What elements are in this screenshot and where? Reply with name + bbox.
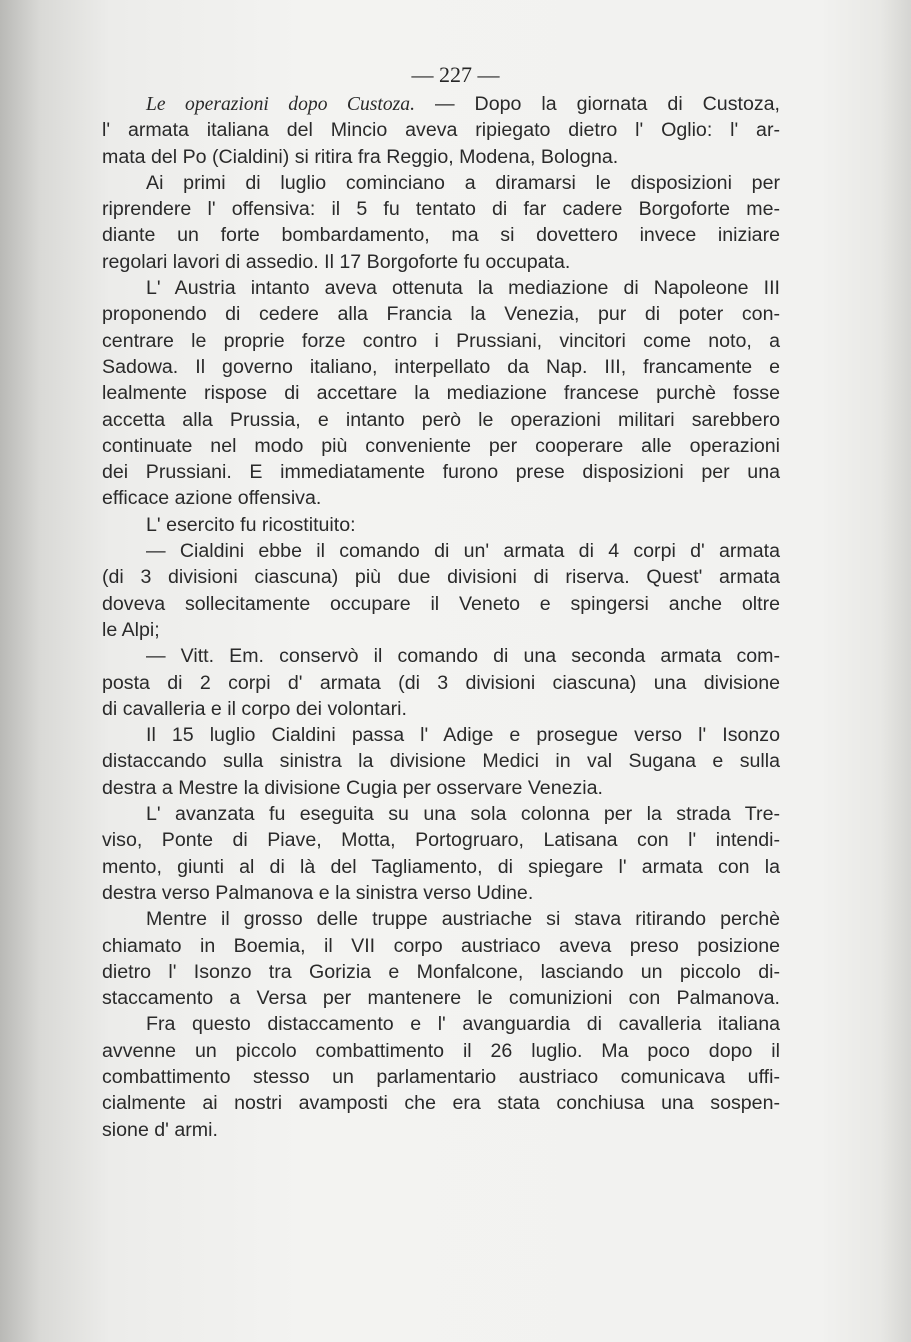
text-line: l' armata italiana del Mincio aveva ripiegato dietro l' Oglio: l' ar- [102,119,780,142]
text-line: dietro l' Isonzo tra Gorizia e Monfalcone, lasciando un piccolo di- [102,960,780,983]
text-line: dei Prussiani. E immediatamente furono prese disposizioni per una [102,461,780,484]
text-line: staccamento a Versa per mantenere le comunizioni con Palmanova. [102,987,780,1010]
text-line: — Cialdini ebbe il comando di un' armata di 4 corpi d' armata [146,540,780,563]
text-line: avvenne un piccolo combattimento il 26 luglio. Ma poco dopo il [102,1039,780,1062]
text-line: Sadowa. Il governo italiano, interpellato da Nap. III, francamente e [102,355,780,378]
text-line-content: — Dopo la giornata di Custoza, [414,93,780,115]
text-line: centrare le proprie forze contro i Prussiani, vincitori come noto, a [102,329,780,352]
text-line: posta di 2 corpi d' armata (di 3 divisioni ciascuna) una divisione [102,671,780,694]
text-line: cialmente ai nostri avamposti che era stata conchiusa una sospen- [102,1092,780,1115]
text-line: regolari lavori di assedio. Il 17 Borgoforte fu occupata. [102,250,571,273]
text-line: destra verso Palmanova e la sinistra verso Udine. [102,881,534,904]
text-line: Fra questo distaccamento e l' avanguardia di cavalleria italiana [146,1013,780,1036]
text-line: di cavalleria e il corpo dei volontari. [102,697,407,720]
page-number: — 227 — [411,62,500,87]
text-line: le Alpi; [102,618,160,641]
text-line: riprendere l' offensiva: il 5 fu tentato di far cadere Borgoforte me- [102,198,780,221]
text-line: proponendo di cedere alla Francia la Venezia, pur di poter con- [102,303,780,326]
text-line: Mentre il grosso delle truppe austriache si stava ritirando perchè [146,908,780,931]
text-line: combattimento stesso un parlamentario austriaco comunicava uffi- [102,1065,780,1088]
body-text [102,91,780,1143]
text-line: doveva sollecitamente occupare il Veneto e spingersi anche oltre [102,592,780,615]
text-line: chiamato in Boemia, il VII corpo austriaco aveva preso posizione [102,934,780,957]
text-line: L' avanzata fu eseguita su una sola colonna per la strada Tre- [146,803,780,826]
text-line: Ai primi di luglio cominciano a diramarsi le disposizioni per [146,171,780,194]
text-line: mento, giunti al di là del Tagliamento, di spiegare l' armata con la [102,855,780,878]
text-line: viso, Ponte di Piave, Motta, Portogruaro, Latisana con l' intendi- [102,829,780,852]
text-line: accetta alla Prussia, e intanto però le operazioni militari sarebbero [102,408,780,431]
text-line [102,91,780,117]
text-line: continuate nel modo più conveniente per cooperare alle operazioni [102,434,780,457]
section-title: Le operazioni dopo Custoza. [146,94,415,115]
text-line: L' Austria intanto aveva ottenuta la mediazione di Napoleone III [146,277,780,300]
text-line: Il 15 luglio Cialdini passa l' Adige e prosegue verso l' Isonzo [146,724,780,747]
text-line: lealmente rispose di accettare la mediazione francese purchè fosse [102,382,780,405]
text-line: mata del Po (Cialdini) si ritira fra Reggio, Modena, Bologna. [102,145,619,168]
text-line: efficace azione offensiva. [102,487,322,510]
text-line: (di 3 divisioni ciascuna) più due divisioni di riserva. Quest' armata [102,566,780,589]
text-line: distaccando sulla sinistra la divisione Medici in val Sugana e sulla [102,750,780,773]
text-line: sione d' armi. [102,1118,218,1141]
text-line: L' esercito fu ricostituito: [146,513,356,536]
text-line: destra a Mestre la divisione Cugia per osservare Venezia. [102,776,603,799]
text-line: — Vitt. Em. conservò il comando di una seconda armata com- [146,645,780,668]
text-line: diante un forte bombardamento, ma si dovettero invece iniziare [102,224,780,247]
